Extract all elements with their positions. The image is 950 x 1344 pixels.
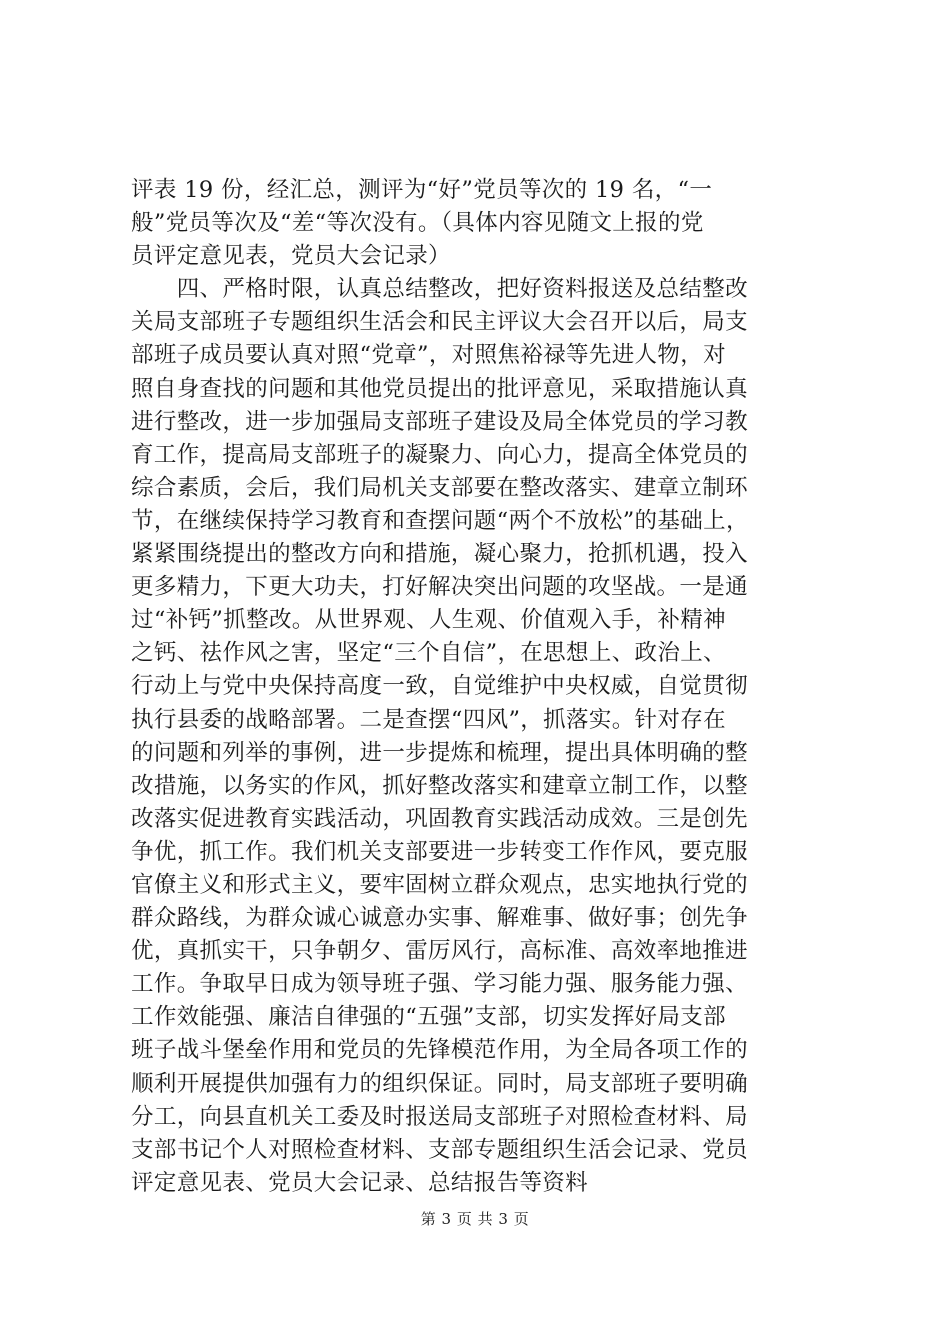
- text-line: 照自身查找的问题和其他党员提出的批评意见，采取措施认真: [131, 375, 748, 402]
- text-line: 评表 19 份，经汇总，测评为“好”党员等次的 19 名，“一: [131, 177, 713, 203]
- text-line: 紧紧围绕提出的整改方向和措施，凝心聚力，抢抓机遇，投入: [131, 541, 748, 568]
- text-line: 分工，向县直机关工委及时报送局支部班子对照检查材料、局: [131, 1103, 748, 1130]
- text-line: 改措施，以务实的作风，抓好整改落实和建章立制工作，以整: [131, 772, 748, 799]
- text-line: 优，真抓实干，只争朝夕、雷厉风行，高标准、高效率地推进: [131, 938, 748, 965]
- text-line: 过“补钙”抓整改。从世界观、人生观、价值观入手，补精神: [131, 607, 726, 634]
- text-line: 的问题和列举的事例，进一步提炼和梳理，提出具体明确的整: [131, 739, 748, 766]
- text-line: 官僚主义和形式主义，要牢固树立群众观点，忠实地执行党的: [131, 871, 748, 898]
- text-line: 节，在继续保持学习教育和查摆问题“两个不放松”的基础上，: [131, 507, 749, 534]
- text-line: 之钙、祛作风之害，坚定“三个自信”，在思想上、政治上、: [131, 640, 726, 667]
- text-line: 行动上与党中央保持高度一致，自觉维护中央权威，自觉贯彻: [131, 673, 748, 700]
- text-line: 争优，抓工作。我们机关支部要进一步转变工作作风，要克服: [131, 838, 748, 865]
- text-line: 四、严格时限，认真总结整改，把好资料报送及总结整改: [131, 276, 748, 303]
- text-line: 执行县委的战略部署。二是查摆“四风”，抓落实。针对存在: [131, 706, 726, 733]
- text-line: 工作。争取早日成为领导班子强、学习能力强、服务能力强、: [131, 971, 748, 998]
- page-footer: 第 3 页 共 3 页: [420, 1210, 530, 1228]
- text-line: 综合素质，会后，我们局机关支部要在整改落实、建章立制环: [131, 474, 748, 501]
- text-line: 般”党员等次及“差“等次没有。（具体内容见随文上报的党: [131, 210, 704, 237]
- text-line: 育工作，提高局支部班子的凝聚力、向心力，提高全体党员的: [131, 441, 748, 468]
- text-line: 改落实促进教育实践活动，巩固教育实践活动成效。三是创先: [131, 805, 748, 832]
- text-line: 员评定意见表，党员大会记录）: [131, 243, 451, 270]
- text-line: 群众路线，为群众诚心诚意办实事、解难事、做好事；创先争: [131, 905, 748, 932]
- text-line: 更多精力，下更大功夫，打好解决突出问题的攻坚战。一是通: [131, 574, 748, 601]
- text-line: 评定意见表、党员大会记录、总结报告等资料: [131, 1169, 589, 1196]
- text-line: 支部书记个人对照检查材料、支部专题组织生活会记录、党员: [131, 1136, 748, 1163]
- text-line: 关局支部班子专题组织生活会和民主评议大会召开以后，局支: [131, 309, 748, 336]
- text-line: 部班子成员要认真对照“党章”，对照焦裕禄等先进人物，对: [131, 342, 726, 369]
- text-line: 顺利开展提供加强有力的组织保证。同时，局支部班子要明确: [131, 1070, 748, 1097]
- text-line: 班子战斗堡垒作用和党员的先锋模范作用，为全局各项工作的: [131, 1037, 748, 1064]
- document-body: [131, 174, 831, 1200]
- text-line: 进行整改，进一步加强局支部班子建设及局全体党员的学习教: [131, 408, 748, 435]
- text-line: 工作效能强、廉洁自律强的“五强”支部，切实发挥好局支部: [131, 1004, 726, 1031]
